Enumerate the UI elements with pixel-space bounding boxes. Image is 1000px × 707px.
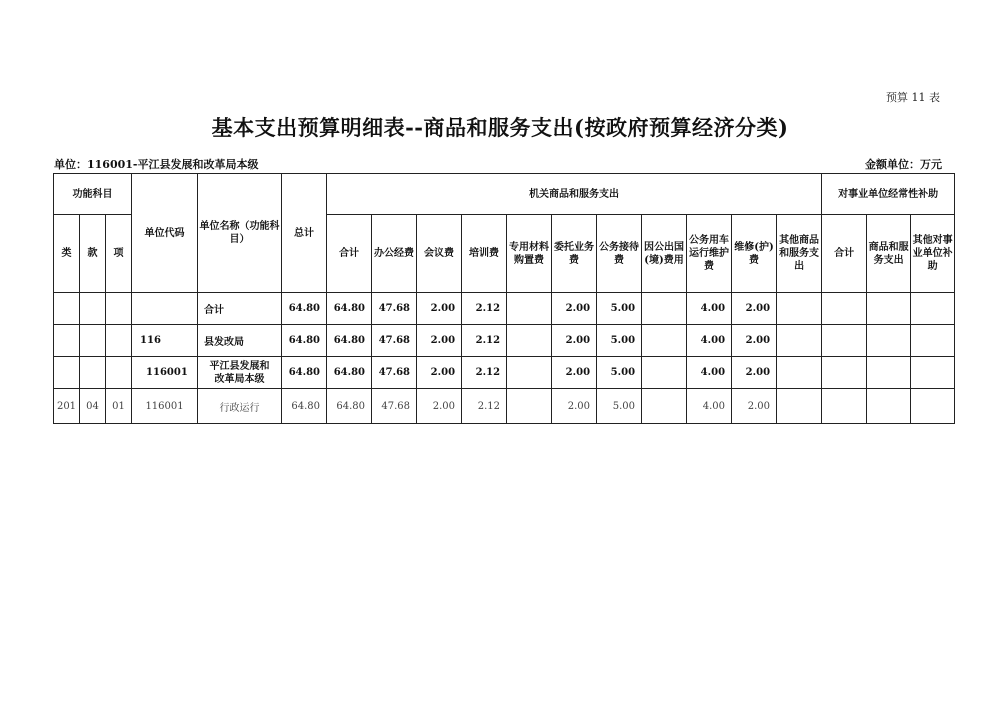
header-col-subtotal: 合计 (327, 215, 372, 293)
header-col-materials: 专用材料购置费 (507, 215, 552, 293)
cell-subsidy-subtotal (822, 389, 867, 424)
cell-vehicle: 4.00 (687, 325, 732, 357)
amount-unit: 金额单位：万元 (865, 158, 942, 171)
cell-reception: 5.00 (597, 293, 642, 325)
budget-table (53, 173, 955, 424)
cell-subtotal: 64.80 (327, 357, 372, 389)
cell-repair: 2.00 (732, 389, 777, 424)
header-col-office: 办公经费 (372, 215, 417, 293)
cell-reception: 5.00 (597, 325, 642, 357)
header-col-training: 培训费 (462, 215, 507, 293)
cell-subsidy-subtotal (822, 357, 867, 389)
cell-xiang: 01 (106, 389, 132, 424)
header-agency-group: 机关商品和服务支出 (327, 174, 822, 215)
table-row (54, 389, 955, 424)
cell-repair: 2.00 (732, 357, 777, 389)
header-col-other: 其他商品和服务支出 (777, 215, 822, 293)
cell-training: 2.12 (462, 325, 507, 357)
cell-lei (54, 325, 80, 357)
cell-abroad (642, 325, 687, 357)
cell-office: 47.68 (372, 293, 417, 325)
cell-unit-name: 县发改局 (198, 325, 282, 357)
header-xiang: 项 (106, 215, 132, 293)
header-kuan: 款 (80, 215, 106, 293)
cell-materials (507, 389, 552, 424)
cell-unit-name: 行政运行 (198, 389, 282, 424)
cell-training: 2.12 (462, 357, 507, 389)
header-subsidy-goods: 商品和服务支出 (867, 215, 911, 293)
cell-vehicle: 4.00 (687, 389, 732, 424)
cell-vehicle: 4.00 (687, 357, 732, 389)
cell-subsidy-goods (867, 325, 911, 357)
cell-subsidy-other (911, 389, 955, 424)
cell-unit-code: 116 (132, 325, 198, 357)
cell-subtotal: 64.80 (327, 325, 372, 357)
cell-xiang (106, 293, 132, 325)
cell-subsidy-subtotal (822, 325, 867, 357)
cell-materials (507, 357, 552, 389)
cell-materials (507, 293, 552, 325)
cell-unit-name: 平江县发展和改革局本级 (198, 357, 282, 389)
cell-meeting: 2.00 (417, 325, 462, 357)
cell-xiang (106, 357, 132, 389)
header-total: 总计 (282, 174, 327, 293)
cell-total: 64.80 (282, 357, 327, 389)
cell-subsidy-subtotal (822, 293, 867, 325)
cell-subsidy-other (911, 293, 955, 325)
cell-abroad (642, 293, 687, 325)
cell-commissioned: 2.00 (552, 357, 597, 389)
cell-office: 47.68 (372, 389, 417, 424)
header-col-abroad: 因公出国(境)费用 (642, 215, 687, 293)
cell-office: 47.68 (372, 325, 417, 357)
cell-vehicle: 4.00 (687, 293, 732, 325)
cell-subtotal: 64.80 (327, 389, 372, 424)
cell-office: 47.68 (372, 357, 417, 389)
header-unit-code: 单位代码 (132, 174, 198, 293)
cell-materials (507, 325, 552, 357)
cell-commissioned: 2.00 (552, 293, 597, 325)
cell-subsidy-goods (867, 293, 911, 325)
cell-lei (54, 357, 80, 389)
cell-kuan (80, 325, 106, 357)
header-func-subject: 功能科目 (54, 174, 132, 215)
table-row (54, 357, 955, 389)
table-row (54, 325, 955, 357)
cell-subsidy-other (911, 357, 955, 389)
header-col-reception: 公务接待费 (597, 215, 642, 293)
page-title: 基本支出预算明细表--商品和服务支出(按政府预算经济分类) (211, 115, 789, 140)
header-lei: 类 (54, 215, 80, 293)
cell-subsidy-goods (867, 357, 911, 389)
cell-unit-code: 116001 (132, 357, 198, 389)
cell-total: 64.80 (282, 389, 327, 424)
cell-abroad (642, 389, 687, 424)
header-subsidy-group: 对事业单位经常性补助 (822, 174, 955, 215)
cell-total: 64.80 (282, 293, 327, 325)
cell-commissioned: 2.00 (552, 389, 597, 424)
table-code: 预算 11 表 (886, 91, 940, 104)
cell-xiang (106, 325, 132, 357)
cell-subsidy-goods (867, 389, 911, 424)
cell-other (777, 325, 822, 357)
header-col-meeting: 会议费 (417, 215, 462, 293)
cell-meeting: 2.00 (417, 357, 462, 389)
cell-reception: 5.00 (597, 389, 642, 424)
table-row (54, 293, 955, 325)
cell-unit-code (132, 293, 198, 325)
cell-subsidy-other (911, 325, 955, 357)
cell-training: 2.12 (462, 293, 507, 325)
header-col-commissioned: 委托业务费 (552, 215, 597, 293)
header-col-vehicle: 公务用车运行维护费 (687, 215, 732, 293)
cell-reception: 5.00 (597, 357, 642, 389)
cell-repair: 2.00 (732, 325, 777, 357)
cell-abroad (642, 357, 687, 389)
header-subsidy-subtotal: 合计 (822, 215, 867, 293)
cell-lei (54, 293, 80, 325)
cell-training: 2.12 (462, 389, 507, 424)
cell-other (777, 389, 822, 424)
header-unit-name: 单位名称（功能科目） (198, 174, 282, 293)
cell-meeting: 2.00 (417, 389, 462, 424)
cell-meeting: 2.00 (417, 293, 462, 325)
unit-info: 单位：116001-平江县发展和改革局本级 (54, 158, 259, 171)
cell-unit-code: 116001 (132, 389, 198, 424)
cell-other (777, 357, 822, 389)
cell-other (777, 293, 822, 325)
cell-kuan (80, 357, 106, 389)
cell-kuan: 04 (80, 389, 106, 424)
cell-repair: 2.00 (732, 293, 777, 325)
cell-commissioned: 2.00 (552, 325, 597, 357)
header-subsidy-other: 其他对事业单位补助 (911, 215, 955, 293)
cell-subtotal: 64.80 (327, 293, 372, 325)
cell-total: 64.80 (282, 325, 327, 357)
cell-unit-name: 合计 (198, 293, 282, 325)
header-col-repair: 维修(护)费 (732, 215, 777, 293)
cell-lei: 201 (54, 389, 80, 424)
cell-kuan (80, 293, 106, 325)
